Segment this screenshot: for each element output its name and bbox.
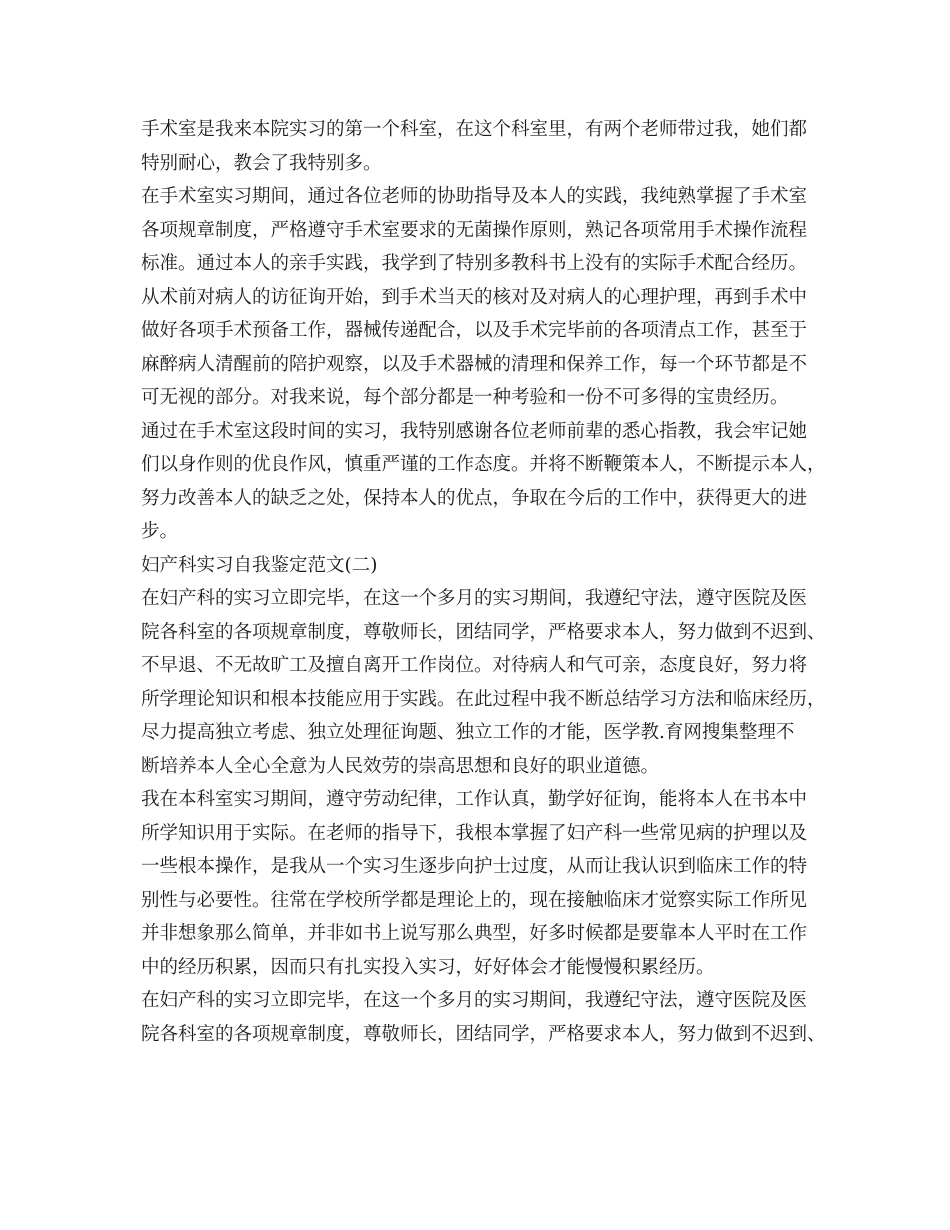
text-line-12: 努力改善本人的缺乏之处，保持本人的优点，争取在今后的工作中，获得更大的进	[141, 487, 808, 509]
text-line-18: 所学理论知识和根本技能应用于实践。在此过程中我不断总结学习方法和临床经历，	[141, 688, 826, 710]
text-line-20: 断培养本人全心全意为人民效劳的崇高思想和良好的职业道德。	[141, 755, 660, 777]
text-line-24: 别性与必要性。往常在学校所学都是理论上的，现在接触临床才觉察实际工作所见	[141, 889, 808, 911]
text-line-10: 通过在手术室这段时间的实习，我特别感谢各位老师前辈的悉心指教，我会牢记她	[141, 420, 808, 442]
text-line-26: 中的经历积累，因而只有扎实投入实习，好好体会才能慢慢积累经历。	[141, 956, 715, 978]
text-line-21: 我在本科室实习期间，遵守劳动纪律，工作认真，勤学好征询，能将本人在书本中	[141, 789, 808, 810]
section-heading: 妇产科实习自我鉴定范文(二)	[141, 554, 378, 576]
text-line-9: 可无视的部分。对我来说，每个部分都是一种考验和一份不可多得的宝贵经历。	[141, 387, 789, 408]
text-line-15: 在妇产科的实习立即完毕，在这一个多月的实习期间，我遵纪守法，遵守医院及医	[141, 588, 808, 609]
text-line-16: 院各科室的各项规章制度，尊敬师长，团结同学，严格要求本人，努力做到不迟到、	[141, 621, 826, 643]
text-line-17: 不早退、不无故旷工及擅自离开工作岗位。对待病人和气可亲，态度良好，努力将	[141, 655, 808, 676]
text-line-28: 院各科室的各项规章制度，尊敬师长，团结同学，严格要求本人，努力做到不迟到、	[141, 1023, 826, 1045]
text-line-11: 们以身作则的优良作风，慎重严谨的工作态度。并将不断鞭策本人，不断提示本人，	[141, 454, 826, 475]
text-line-6: 从术前对病人的访征询开始，到手术当天的核对及对病人的心理护理，再到手术中	[141, 286, 808, 308]
text-line-4: 各项规章制度，严格遵守手术室要求的无菌操作原则，熟记各项常用手术操作流程	[141, 219, 808, 241]
text-line-19: 尽力提高独立考虑、独立处理征询题、独立工作的才能，医学教.育网搜集整理不	[141, 722, 795, 743]
text-line-1: 手术室是我来本院实习的第一个科室，在这个科室里，有两个老师带过我，她们都	[141, 119, 808, 140]
text-line-5: 标准。通过本人的亲手实践，我学到了特别多教科书上没有的实际手术配合经历。	[141, 253, 808, 274]
text-line-22: 所学知识用于实际。在老师的指导下，我根本掌握了妇产科一些常见病的护理以及	[141, 822, 808, 844]
text-line-3: 在手术室实习期间，通过各位老师的协助指导及本人的实践，我纯熟掌握了手术室	[141, 186, 808, 207]
text-line-25: 并非想象那么简单，并非如书上说写那么典型，好多时候都是要靠本人平时在工作	[141, 923, 808, 944]
document-body	[141, 113, 826, 1051]
text-line-27: 在妇产科的实习立即完毕，在这一个多月的实习期间，我遵纪守法，遵守医院及医	[141, 990, 808, 1011]
text-line-8: 麻醉病人清醒前的陪护观察，以及手术器械的清理和保养工作，每一个环节都是不	[141, 353, 808, 375]
text-line-13: 步。	[141, 521, 179, 542]
text-line-2: 特别耐心，教会了我特别多。	[141, 152, 382, 174]
text-line-7: 做好各项手术预备工作，器械传递配合，以及手术完毕前的各项清点工作，甚至于	[141, 320, 808, 341]
text-line-23: 一些根本操作，是我从一个实习生逐步向护士过度，从而让我认识到临床工作的特	[141, 856, 808, 877]
